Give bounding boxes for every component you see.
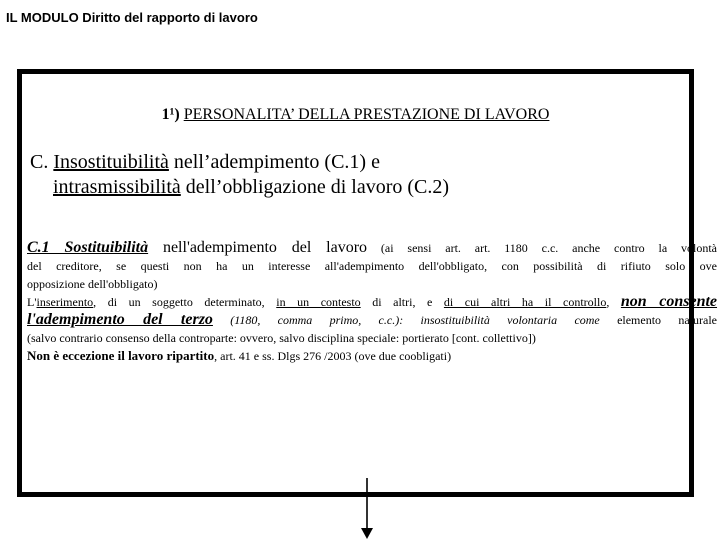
body-p2-c: , di un soggetto determinato, — [93, 295, 277, 309]
body-line-3: opposizione dell'obbligato) — [27, 277, 158, 291]
heading-line-1 — [30, 150, 670, 175]
body-line-2: del creditore, se questi non ha un interesse all'adempimento dell'obbligato, con possibilità di rifiuto solo ove — [27, 259, 717, 273]
body-p2-a: L' — [27, 295, 37, 309]
body-line-5 — [27, 311, 717, 329]
body-p2-g: , — [606, 295, 621, 309]
body-p2-non-consente: non consente — [620, 293, 718, 310]
body-line-1 — [27, 239, 717, 257]
body-p3-c: elemento naturale — [599, 313, 717, 327]
heading-rest-1: nell’adempimento (C.1) e — [168, 151, 380, 173]
body-line-4 — [27, 293, 717, 311]
main-heading — [30, 150, 670, 200]
heading-line-2 — [30, 175, 670, 200]
term-sostituibilita: C.1 Sostituibilità — [27, 239, 149, 256]
body-p2-e: di altri, e — [360, 295, 444, 309]
body-p1-b: (ai sensi art. art. 1180 c.c. anche contro la volontà — [367, 241, 717, 255]
body-text — [27, 239, 717, 365]
slide-frame — [17, 69, 718, 497]
heading-term-intrasmissibilita: intrasmissibilità — [53, 176, 181, 198]
heading-term-insostituibilita: Insostituibilità — [53, 151, 169, 173]
body-p2-controllo: di cui altri ha il controllo — [443, 295, 607, 309]
body-p3-b: (1180, comma primo, c.c.): insostituibilità volontaria come — [212, 313, 600, 327]
heading-rest-2: dell’obbligazione di lavoro (C.2) — [180, 176, 450, 198]
section-title-line — [22, 106, 689, 124]
body-p1-a: nell'adempimento del lavoro — [148, 239, 368, 256]
body-p5-b: , art. 41 e ss. Dlgs 276 /2003 (ove due coobligati) — [214, 349, 452, 363]
body-line-7 — [27, 347, 717, 365]
body-p2-contesto: in un contesto — [276, 295, 361, 309]
section-number: 1¹) — [161, 106, 180, 123]
heading-prefix: C. — [30, 151, 49, 173]
body-p3-adempimento-terzo: l'adempimento del terzo — [27, 311, 213, 328]
body-p2-inserimento: inserimento — [36, 295, 94, 309]
section-title: PERSONALITA’ DELLA PRESTAZIONE DI LAVORO — [183, 106, 550, 123]
body-line-6: (salvo contrario consenso della controparte: ovvero, salvo disciplina speciale: portierato [cont. collettivo]) — [27, 331, 536, 345]
body-p5-a: Non è eccezione il lavoro ripartito — [27, 348, 215, 363]
down-arrow-icon — [358, 478, 376, 540]
document-header: IL MODULO Diritto del rapporto di lavoro — [6, 10, 258, 25]
